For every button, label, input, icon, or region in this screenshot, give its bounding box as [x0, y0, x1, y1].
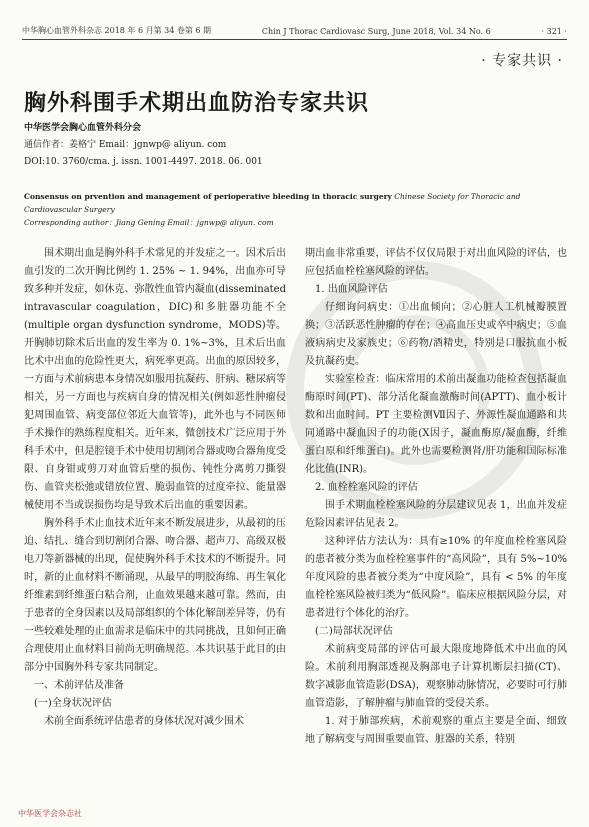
header-page-number: · 321 · [541, 27, 567, 36]
article-title: 胸外科围手术期出血防治专家共识 [24, 90, 370, 116]
english-abstract [24, 190, 564, 229]
doi: DOI:10. 3760/cma. j. issn. 1001-4497. 2018. 06. 001 [24, 157, 263, 167]
section-heading: (二)局部状况评估 [315, 626, 393, 637]
paragraph: 这种评估方法认为：具有≥10% 的年度血栓栓塞风险的患者被分类为血栓栓塞事件的“高风险”，具有 5%~10% 年度风险的患者被分类为“中度风险”，具有 < 5% 的年度血栓栓塞风险被归类为“低风险”。临床应根据风险分层，对患者进行个体化的治疗。 [305, 536, 567, 619]
english-title: Consensus on prvention and management of perioperative bleeding in thoracic surgery [24, 192, 392, 201]
paragraph: 围术期出血是胸外科手术常见的并发症之一。因术后出血引发的二次开胸比例约 1. 25% ~ 1. 94%，出血亦可导致多种并发症，如休克、弥散性血管内凝血(disseminated intravascular coagulation，DIC)和多脏器功能不全(multiple organ dysfunction syndrome，MODS)等。开胸肺切除术后出血的发生率为 0. 1%~3%，且术后出血比术中出血的危险性更大，病死率更高。出血的原因较多，一方面与术前病患本身情况如服用抗凝药、肝病、糖尿病等相关，另一方面也与疾病自身的情况相关(例如恶性肿瘤侵犯周围血管、病变部位邻近大血管等)，此外也与不同医师手术操作的熟练程度相关。近年来，微创技术广泛应用于外科手术中，但是腔镜手术中使用切割闭合器或吻合器角度受限、自身钳或剪刀对血管后壁的损伤、钝性分离剪刀撕裂伤、血管夹松弛或错放位置、脆弱血管的过度牵拉、能量器械使用不当或误损伤均是导致术后出血的重要因素。 [24, 248, 286, 511]
paragraph: 实验室检查：临床常用的术前出凝血功能检查包括凝血酶原时间(PT)、部分活化凝血激酶时间(APTT)、血小板计数和出血时间。PT 主要检测Ⅶ因子、外源性凝血通路和共同通路中凝血因子的功能(Ⅹ因子，凝血酶原/凝血酶，纤维蛋白原和纤维蛋白)。此外也需要检测肾/肝功能和国际标准化比值(INR)。 [305, 374, 567, 475]
english-corresponding: Corresponding author：Jiang Gening Email：jgnwp@ aliyun. com [24, 218, 274, 227]
subsection-heading: 2. 血栓栓塞风险的评估 [315, 482, 418, 493]
paragraph: 胸外科手术止血技术近年来不断发展进步，从最初的压迫、结扎、缝合到切割闭合器、吻合器、超声刀、高级双极电刀等新器械的出现，促使胸外科手术技术的不断提升。同时，新的止血材料不断涌现，从最早的明胶海绵、再生氧化纤维素到纤维蛋白粘合剂，止血效果越来越可靠。然而，由于患者的全身因素以及局部组织的个体化解剖差异等，仍有一些较难处理的止血需求是临床中的共同挑战，且如何正确合理使用止血材料目前尚无明确规范。本共识基于此目的由部分中国胸外科专家共同制定。 [24, 518, 286, 673]
left-column [24, 245, 286, 731]
header-journal: 中华胸心血管外科杂志 2018 年 6 月第 34 卷第 6 期 [22, 26, 212, 35]
section-label: · 专家共识 · [481, 53, 563, 69]
author-org: 中华医学会胸心血管外科分会 [24, 123, 142, 133]
english-society: Chinese Society for Thoracic and Cardiovascular Surgery [24, 192, 521, 214]
subsection-heading: (一)全身状况评估 [34, 698, 112, 709]
subsection-heading: 1. 出血风险评估 [315, 284, 388, 295]
article-meta [24, 120, 564, 171]
section-heading: 一、术前评估及准备 [34, 680, 124, 691]
right-column [305, 245, 567, 749]
paragraph: 仔细询问病史：①出血倾向；②心脏人工机械瓣膜置换；③活跃恶性肿瘤的存在；④高血压史或卒中病史；⑤血液病病史及家族史；⑥药物/酒精史，特别是口服抗血小板及抗凝药史。 [305, 302, 567, 367]
paragraph: 术前全面系统评估患者的身体状况对减少围术 [44, 716, 244, 727]
paragraph: 术前病变局部的评估可最大限度地降低术中出血的风险。术前利用胸部透视及胸部电子计算机断层扫描(CT)、数字减影血管造影(DSA)，观察肺动脉情况，必要时可行肺血管造影，了解肿瘤与肺血管的受侵关系。 [305, 644, 567, 709]
paragraph: 1. 对于肺部疾病，术前观察的重点主要是全面、细致地了解病变与周围重要血管、脏器的关系，特别 [305, 716, 567, 745]
corresponding-author: 通信作者：姜格宁 Email：jgnwp@ aliyun. com [24, 140, 227, 150]
publisher-logo: 中华医学会杂志社 [18, 809, 82, 818]
paragraph: 期出血非常重要，评估不仅仅局限于对出血风险的评估，也应包括血栓栓塞风险的评估。 [305, 248, 567, 277]
header-journal-en: Chin J Thorac Cardiovasc Surg, June 2018, Vol. 34 No. 6 [261, 27, 491, 36]
paragraph: 围手术期血栓栓塞风险的分层建议见表 1，出血并发症危险因素评估见表 2。 [305, 500, 567, 529]
running-header [22, 20, 567, 40]
